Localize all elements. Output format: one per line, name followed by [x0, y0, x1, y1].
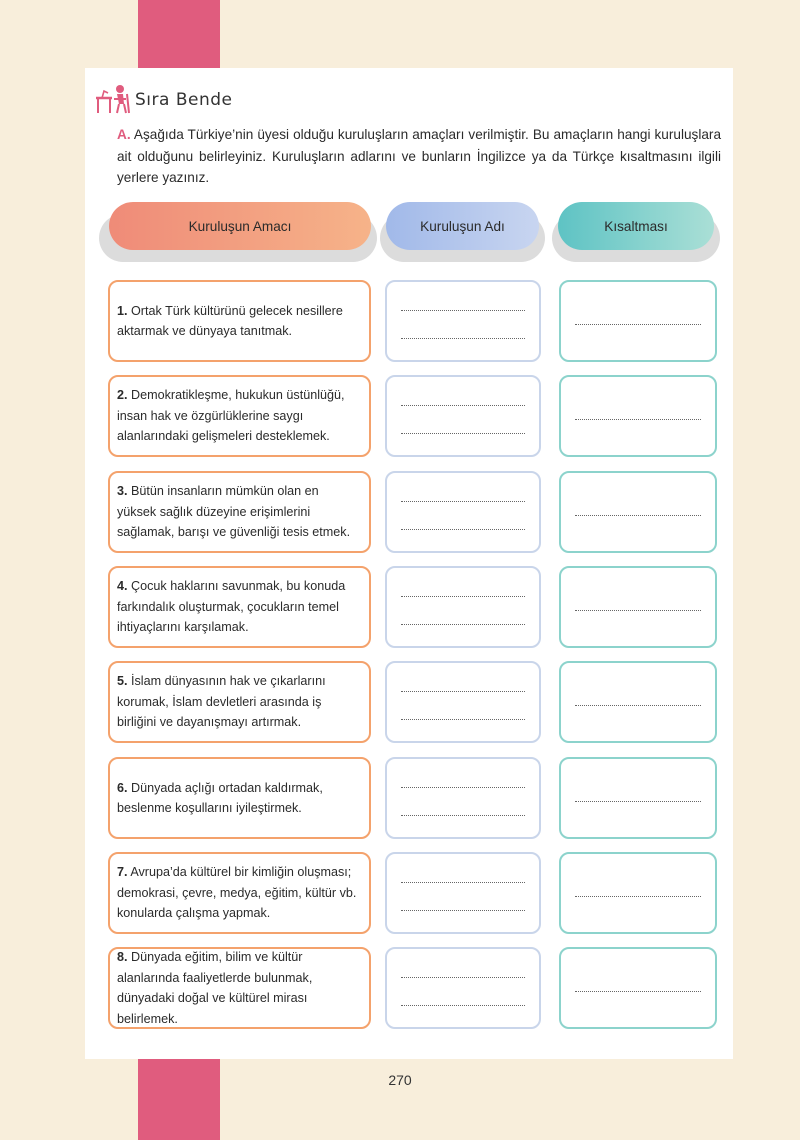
purpose-text: [110, 481, 369, 543]
purpose-description: Çocuk haklarını savunmak, bu konuda farkındalık oluşturmak, çocukların temel ihtiyaçlarını karşılamak.: [117, 579, 346, 635]
table-row: [85, 661, 733, 743]
purpose-description: Ortak Türk kültürünü gelecek nesillere aktarmak ve dünyaya tanıtmak.: [117, 303, 343, 338]
item-number: 1.: [117, 303, 128, 318]
purpose-box: [108, 280, 371, 362]
column-header-name: Kuruluşun Adı: [386, 202, 539, 250]
table-row: [85, 947, 733, 1029]
page-number: 270: [388, 1072, 412, 1088]
item-number: 5.: [117, 674, 128, 689]
organization-name-field[interactable]: [385, 566, 541, 648]
abbreviation-field[interactable]: [559, 566, 717, 648]
purpose-text: [110, 576, 369, 638]
answer-line: [401, 1005, 525, 1006]
answer-line: [575, 801, 701, 802]
answer-line: [401, 691, 525, 692]
abbreviation-field[interactable]: [559, 757, 717, 839]
organization-name-field[interactable]: [385, 661, 541, 743]
answer-line: [401, 405, 525, 406]
item-number: 6.: [117, 780, 128, 795]
purpose-box: [108, 852, 371, 934]
organization-name-field[interactable]: [385, 471, 541, 553]
organization-name-field[interactable]: [385, 852, 541, 934]
answer-line: [401, 624, 525, 625]
purpose-description: Avrupa’da kültürel bir kimliğin oluşması; demokrasi, çevre, medya, eğitim, kültür vb. konularda çalışma yapmak.: [117, 865, 357, 921]
abbreviation-field[interactable]: [559, 661, 717, 743]
worksheet-page: [85, 68, 733, 1059]
purpose-box: [108, 757, 371, 839]
student-desk-icon: [93, 84, 133, 114]
organization-name-field[interactable]: [385, 757, 541, 839]
answer-line: [401, 529, 525, 530]
answer-line: [401, 719, 525, 720]
table-row: [85, 471, 733, 553]
answer-line: [401, 338, 525, 339]
purpose-box: [108, 566, 371, 648]
answer-line: [575, 419, 701, 420]
table-row: [85, 566, 733, 648]
instructions-text: Aşağıda Türkiye’nin üyesi olduğu kuruluşların amaçları verilmiştir. Bu amaçların hangi kuruluşlara ait olduğunu belirleyiniz. Kuruluşların adlarını ve bunların İngilizce ya da Türkçe kısaltmasını ilgili yerlere yazınız.: [117, 127, 721, 185]
column-header-purpose: Kuruluşun Amacı: [109, 202, 371, 250]
purpose-text: [110, 947, 369, 1029]
organization-name-field[interactable]: [385, 947, 541, 1029]
purpose-box: [108, 947, 371, 1029]
table-row: [85, 757, 733, 839]
organization-name-field[interactable]: [385, 375, 541, 457]
table-row: [85, 852, 733, 934]
answer-line: [401, 787, 525, 788]
item-number: 8.: [117, 950, 128, 964]
purpose-description: İslam dünyasının hak ve çıkarlarını korumak, İslam devletleri arasında iş birliğini ve dayanışmayı artırmak.: [117, 674, 326, 730]
column-header-abbreviation: Kısaltması: [558, 202, 714, 250]
purpose-description: Demokratikleşme, hukukun üstünlüğü, insan hak ve özgürlüklerine saygı alanlarındaki gelişmeleri desteklemek.: [117, 388, 345, 444]
answer-line: [401, 433, 525, 434]
abbreviation-field[interactable]: [559, 471, 717, 553]
answer-line: [575, 515, 701, 516]
answer-line: [575, 991, 701, 992]
answer-line: [401, 910, 525, 911]
purpose-description: Dünyada eğitim, bilim ve kültür alanlarında faaliyetlerde bulunmak, dünyadaki doğal ve kültürel mirası belirlemek.: [117, 950, 313, 1026]
answer-line: [401, 501, 525, 502]
table-row: [85, 375, 733, 457]
item-number: 3.: [117, 484, 128, 499]
purpose-text: [110, 862, 369, 924]
purpose-text: [110, 778, 369, 819]
answer-line: [575, 705, 701, 706]
instructions: [117, 124, 721, 189]
item-number: 7.: [117, 865, 128, 880]
purpose-text: [110, 301, 369, 342]
purpose-box: [108, 471, 371, 553]
answer-line: [401, 310, 525, 311]
answer-line: [575, 610, 701, 611]
abbreviation-field[interactable]: [559, 375, 717, 457]
table-row: [85, 280, 733, 362]
answer-line: [401, 977, 525, 978]
purpose-description: Dünyada açlığı ortadan kaldırmak, beslenme koşullarını iyileştirmek.: [117, 780, 323, 815]
abbreviation-field[interactable]: [559, 947, 717, 1029]
item-number: 4.: [117, 579, 128, 594]
answer-line: [401, 596, 525, 597]
section-header: [93, 78, 232, 114]
instructions-label: A.: [117, 127, 131, 142]
item-number: 2.: [117, 388, 128, 403]
answer-line: [575, 324, 701, 325]
section-title: Sıra Bende: [135, 90, 233, 110]
purpose-box: [108, 375, 371, 457]
organization-name-field[interactable]: [385, 280, 541, 362]
answer-line: [401, 882, 525, 883]
purpose-text: [110, 385, 369, 447]
page-tab-top: [138, 0, 220, 68]
purpose-text: [110, 671, 369, 733]
purpose-description: Bütün insanların mümkün olan en yüksek sağlık düzeyine erişimlerini sağlamak, barışı ve güvenliği tesis etmek.: [117, 484, 351, 540]
answer-line: [401, 815, 525, 816]
abbreviation-field[interactable]: [559, 280, 717, 362]
abbreviation-field[interactable]: [559, 852, 717, 934]
purpose-box: [108, 661, 371, 743]
answer-line: [575, 896, 701, 897]
